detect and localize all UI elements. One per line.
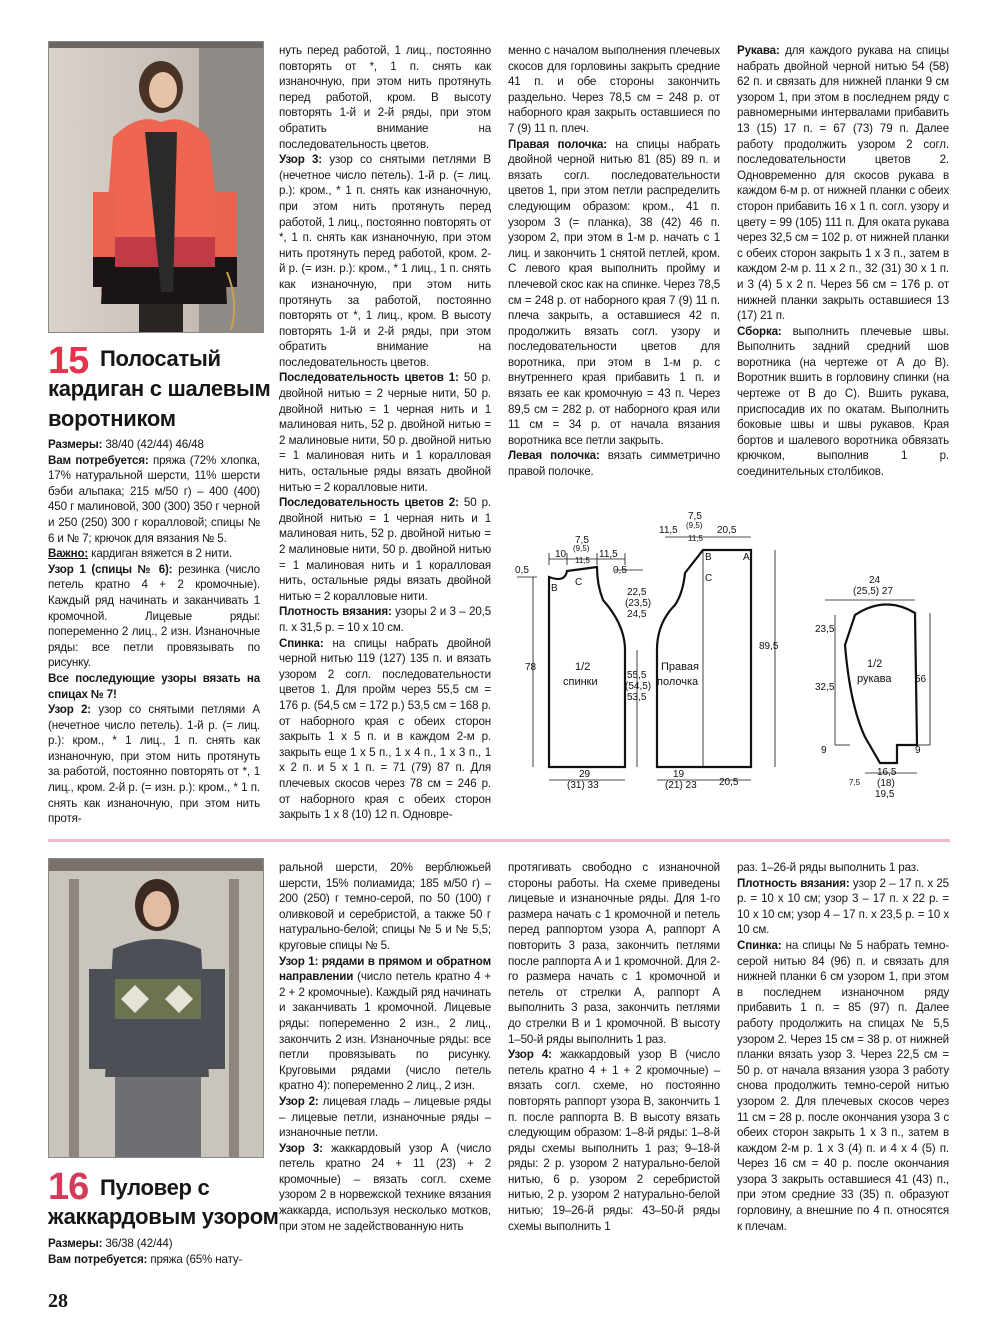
label: Узор 1: рядами в прямом и обратном направлении: [279, 954, 491, 984]
paragraph: [279, 370, 491, 495]
pattern-number-15: 15: [48, 340, 89, 382]
paragraph: [279, 954, 491, 1094]
piece-label: рукава: [857, 673, 892, 685]
text: нуть перед работой, 1 лиц., постоянно повторять от *, 1 п. снять как изнаночную, при этом нить протянуть перед работой, кром. В высоту повторять 1-й и 2-й ряды, при этом обратить внимание на последовательность цветов.: [279, 44, 491, 151]
text: менно с началом выполнения плечевых скосов для горловины закрыть средние 41 п. и обе стороны закончить раздельно. Через 78,5 см = 248 р. от наборного края закрыть оставшиеся по 7 (9) 11 п. плеч.: [508, 44, 720, 135]
paragraph: [48, 1252, 260, 1268]
label: Правая полочка:: [508, 137, 608, 151]
text: на спицы набрать двойной черной нитью 119 (127) 135 п. и вязать узором 2 согл. последовательности цветов 1. Для пройм через 55,5 см = 176 р. (54,5 см = 172 р.) 53,5 см = 168 р. от наборного края с обеих сторон закрыть 1 х 5 п. и в каждом 2-м р. закрыть еще 1 х 5 п., 1 х 4 п., 1 х 3 п., 1 х 2 п. и 5 х 1 п. = 71 (79) 87 п. Для плечевых скосов через 78 см = 246 р. от наборного края с обеих сторон закрыть 1 х 8 (10) 12 п. Одновре-: [279, 636, 491, 822]
text: 36/38 (42/44): [102, 1237, 173, 1250]
paragraph: [48, 702, 260, 827]
label: Последовательность цветов 2:: [279, 496, 459, 510]
cardigan-photo-illustration: [49, 42, 263, 332]
text-column-15-c: [508, 43, 720, 480]
text: пряжа (65% нату-: [147, 1252, 243, 1266]
label: Узор 3:: [279, 1141, 323, 1155]
paragraph: [737, 938, 949, 1234]
paragraph: [737, 876, 949, 938]
text: ральной шерсти, 20% верблюжьей шерсти, 15% полиамида; 185 м/50 г) – 200 (250) г темно-серой, по 50 (100) г оливковой и серебристой, а также 50 г натурально-белой; спицы № 5 и № 5,5; круговые спицы № 5.: [279, 861, 491, 952]
dim-label: 9: [821, 745, 827, 756]
dim-label: 11,5: [688, 534, 703, 543]
label: Плотность вязания:: [737, 876, 850, 890]
label: Узор 2:: [48, 703, 92, 717]
text-column-15-d: [737, 43, 949, 480]
cardigan-photo: [48, 41, 264, 333]
piece-label: Правая: [661, 661, 699, 673]
label: Плотность вязания:: [279, 605, 392, 619]
dim-label: 89,5: [759, 641, 779, 652]
dim-label: 24,5: [627, 609, 647, 620]
dim-label: (54,5): [625, 681, 652, 692]
paragraph: [279, 43, 491, 152]
text-column-16-b: [279, 860, 491, 1234]
label: Узор 2:: [279, 1094, 319, 1108]
dim-label: (21) 23: [665, 780, 697, 791]
label: Узор 3:: [279, 153, 323, 167]
paragraph: [279, 1094, 491, 1141]
dim-label: (25,5) 27: [853, 586, 894, 597]
pattern-title-15-line2: кардиган с шалевым: [48, 376, 271, 401]
pattern-number-16: 16: [48, 1166, 89, 1208]
text: узор со снятыми петлями В (нечетное число петель). 1-й р. (= лиц. р.): кром., * 1 п. снять как изнаночную, при этом нить протянуть перед работой, 1 лиц., постоянно повторять от *, 1 п. снять как изнаночную, при этом нить протянуть перед работой, кром. 2-й р. (= изн. р.): кром., * 1 лиц., 1 п. снять как изнаночную, при этом нить протянуть за работой, постоянно повторять от *, 1 лиц., кром. В высоту повторять 1-й и 2-й ряды, при этом обратить внимание на последовательность цветов.: [279, 153, 491, 369]
dim-label: 20,5: [719, 777, 739, 788]
text: узор со снятыми петлями А (нечетное число петель). 1-й р. (= лиц. р.): кром., * 1 лиц., 1 п. снять как изнаночную, при этом нить протянуть за работой, постоянно повторять от *, 1 лиц., кром. 2-й р. (= изн. р.): кром., * 1 п. снять как изнаночную, при этом нить протя-: [48, 703, 260, 826]
label: Узор 4:: [508, 1048, 552, 1062]
paragraph: [508, 1047, 720, 1234]
pattern-title-16-line2: жаккардовым узором: [48, 1204, 279, 1229]
label: Сборка:: [737, 324, 782, 338]
dim-label: 32,5: [815, 682, 835, 693]
paragraph: [48, 562, 260, 671]
dim-label: 11,5: [599, 549, 618, 560]
dim-label: (31) 33: [567, 780, 599, 791]
paragraph: [737, 860, 949, 876]
point-label: B: [705, 552, 712, 563]
piece-label: 1/2: [575, 661, 591, 673]
text: вязать симметрично правой полочке.: [508, 449, 720, 479]
paragraph: [508, 43, 720, 137]
dim-label: 78: [525, 662, 537, 673]
dim-label: 22,5: [627, 587, 647, 598]
dim-label: 56: [915, 674, 927, 685]
dim-label: 53,5: [627, 692, 647, 703]
text: жаккардовый узор А (число петель кратно 24 + 11 (23) + 2 кромочные) – вязать согл. схеме узором 2 в норвежской технике вязания жаккарда, используя несколько мотков, при этом не задействованную нить: [279, 1141, 491, 1233]
paragraph: [279, 1141, 491, 1235]
text: резинка (число петель кратно 4 + 2 кромочные). Каждый ряд начинать и заканчивать 1 кромочной. Лицевые ряды: попеременно 2 лиц., 2 изн. Изнаночные ряды: все петли провязывать по рисунку.: [48, 562, 260, 670]
text: кардиган вяжется в 2 нити.: [88, 547, 233, 561]
text: узор 2 – 17 п. х 25 р. = 10 х 10 см; узор 3 – 17 п. х 22 р. = 10 х 10 см; узор 4 – 17 п. х 23,5 р. = 10 х 10 см.: [737, 876, 949, 937]
label: Вам потребуется:: [48, 453, 149, 467]
label: Все последующие узоры вязать на спицах № 7!: [48, 671, 260, 701]
paragraph: [279, 495, 491, 604]
text: на спицы набрать двойной черной нитью 81 (85) 89 п. и вязать согл. последовательности цветов 1, при этом петли распределить следующим образом: кром., 41 п. узором 3 (= планка), 38 (42) 46 п. узором 2, при этом в 1-м р. начать с 1 лиц. и закончить 1 снятой петлей, кром. С левого края выполнить пройму и плечевой скос как на спинке. Через 78,5 см = 248 р. от наборного края 7 (9) 11 п. плеча закрыть, а оставшиеся 42 п. продолжить вязать согл. узору и последовательности цветов для воротника, при этом в 1-м р. с внутреннего края прибавить 1 п. и вязать ее как кромочную = 43 п. Через 89,5 см = 282 р. от наборного края или 11 см = 34 р. от начала вязания воротника все петли закрыть.: [508, 137, 720, 447]
piece-label: спинки: [563, 676, 598, 688]
text-column-16-d: [737, 860, 949, 1234]
label: Спинка:: [279, 636, 324, 650]
label: Размеры:: [48, 438, 103, 451]
paragraph: [737, 324, 949, 480]
paragraph: [279, 152, 491, 370]
dim-label: 11,5: [575, 556, 590, 565]
point-label: C: [705, 573, 713, 584]
dim-label: 10: [555, 549, 567, 560]
paragraph: [737, 43, 949, 324]
dim-label: 23,5: [815, 624, 835, 635]
dim-label: 7,5: [688, 511, 702, 522]
dim-label: (9,5): [686, 521, 703, 530]
text: пряжа (72% хлопка, 17% натуральной шерсти, 11% шерсти бэби альпака; 215 м/50 г) – 400 (400) 450 г малиновой, 300 (300) 350 г черной и 250 (250) 300 г коралловой; спицы № 6 и № 7; крючок для вязания № 5.: [48, 453, 260, 545]
text: на спицы № 5 набрать темно-серой нитью 84 (96) п. и связать для нижней планки 6 см узором 1, при этом в последнем изнаночном ряду прибавить 1 п. = 85 (97) п. Далее работу продолжить на спицах № 5,5 узором 2. Через 15 см = 38 р. от нижней планки вязать узор 3. Через 22,5 см = 50 р. от начала вязания узора 3 работу снова продолжить темно-серой нитью узором 2. Для плечевых скосов через 11 см = 28 р. после окончания узора 3 с обеих сторон закрыть 1 х 3 п., затем в каждом 2-м р. 1 х 3 (4) п. и 4 х 4 (5) п. Через 16 см = 40 р. после окончания узора 3 закрыть оставшиеся 41 (43) п., при этом средние 33 (35) п. образуют горловину, а внешние по 4 п. относятся к плечам.: [737, 938, 949, 1233]
dim-label: 0,5: [613, 565, 627, 576]
paragraph: [279, 604, 491, 635]
section-divider: [48, 839, 950, 842]
pattern-title-15-line3: воротником: [48, 406, 176, 431]
text-column-15-a: [48, 437, 260, 827]
pullover-photo-illustration: [49, 859, 263, 1157]
pattern-schematic: [505, 505, 955, 805]
text: узоры 2 и 3 – 20,5 п. х 31,5 р. = 10 х 10 см.: [279, 605, 491, 634]
dim-label: 0,5: [515, 565, 529, 576]
text-column-16-a: [48, 1236, 260, 1267]
dim-label: 9: [915, 745, 921, 756]
label: Важно:: [48, 547, 89, 561]
dim-label: 19,5: [875, 789, 895, 800]
dim-label: 11,5: [659, 525, 678, 536]
pattern-title-16-line1: Пуловер с: [100, 1175, 210, 1200]
paragraph: [48, 437, 260, 453]
paragraph: [48, 1236, 260, 1252]
dim-label: (23,5): [625, 598, 652, 609]
paragraph: [508, 137, 720, 449]
paragraph: [48, 453, 260, 547]
text-column-16-c: [508, 860, 720, 1234]
text-column-15-b: [279, 43, 491, 823]
paragraph: [279, 636, 491, 823]
label: Вам потребуется:: [48, 1252, 148, 1266]
label: Узор 1 (спицы № 6):: [48, 562, 173, 576]
dim-label: 19: [673, 769, 685, 780]
label: Левая полочка:: [508, 449, 600, 463]
label: Спинка:: [737, 938, 782, 952]
text: раз. 1–26-й ряды выполнить 1 раз.: [737, 861, 919, 874]
dim-label: 7,5: [849, 778, 861, 787]
dim-label: (18): [877, 778, 895, 789]
text: (число петель кратно 4 + 2 + 2 кромочные). Каждый ряд начинать и заканчивать 1 кромочной. Лицевые ряды: попеременно 2 изн., 2 лиц., закончить 2 изн. Изнаночные ряды: все петли провязывать по рисунку. Круговыми рядами (число петель кратно 4): попеременно 2 лиц., 2 изн.: [279, 970, 491, 1093]
text: для каждого рукава на спицы набрать двойной черной нитью 54 (58) 62 п. и связать для нижней планки 9 см узором 1, при этом в последнем ряду с равномерными интервалами прибавить 13 (15) 17 п. = 67 (73) 79 п. Далее работу продолжить узором 2 согл. последовательности цветов 2. Одновременно для скосов рукава в каждом 6-м р. от нижней планки с обеих сторон прибавить 16 х 1 п. согл. узору и цвету = 99 (105) 111 п. Для оката рукава через 32,5 см = 102 р. от нижней планки с обеих сторон закрыть 1 х 3 п., затем в каждом 2-м р. 11 х 2 п., 32 (31) 30 х 1 п. и 3 (4) 5 х 2 п. Через 56 см = 176 р. от нижней планки закрыть оставшиеся 13 (17) 21 п.: [737, 44, 949, 323]
label: Размеры:: [48, 1237, 103, 1250]
front-outline: [657, 550, 751, 767]
text: 50 р. двойной нитью = 2 черные нити, 50 р. двойной нитью = 1 черная нить и 1 малиновая нить, 52 р. двойной нитью = 2 малиновые нити, 50 р. двойной нитью = 1 малиновая нить и 1 коралловая нить, остальные ряды вязать двойной нитью = 2 коралловые нити.: [279, 371, 492, 494]
dim-label: (9,5): [573, 544, 590, 553]
dim-label: 7,5: [575, 535, 589, 546]
label: Рукава:: [737, 44, 780, 57]
point-label: A: [743, 552, 750, 563]
piece-label: полочка: [657, 676, 699, 688]
paragraph: [48, 671, 260, 702]
paragraph: [48, 546, 260, 562]
point-label: C: [575, 577, 583, 588]
text: протягивать свободно с изнаночной стороны работы. На схеме приведены лицевые и изнаночные ряды. Для 1-го размера начать с 1 кромочной и петель перед раппортом узора А, раппорт А повторить 3 раза, закончить петлями после раппорта А и 1 кромочной. Для 2-го размера начать с 1 кромочной и петель от стрелки А, раппорт А выполнить 3 раза, закончить петлями до стрелки В и 1 кромочной. В высоту 1–50-й ряды выполнить 1 раз.: [508, 861, 720, 1046]
text: лицевая гладь – лицевые ряды – лицевые петли, изнаночные ряды – изнаночные петли.: [279, 1094, 491, 1140]
dim-label: 29: [579, 769, 591, 780]
pattern-title-15-line1: Полосатый: [100, 346, 221, 371]
dim-label: 24: [869, 575, 881, 586]
pullover-photo: [48, 858, 264, 1158]
paragraph: [508, 448, 720, 479]
piece-label: 1/2: [867, 658, 883, 670]
text: жаккардовый узор В (число петель кратно 4 + 1 + 2 кромочные) – вязать согл. схеме, но постоянно повторять раппорт узора В, закончить 1 п. после раппорта В. В высоту вязать следующим образом: 1–8-й ряды: 1–8-й ряды схемы выполнить 1 раз; 9–18-й ряды: 2 р. узором 2 натурально-белой нитью, 6 р. узором 2 серебристой нитью, 2 р. узором 2 натурально-белой нитью; 19–26-й ряды: 43–50-й ряды схемы выполнить 1: [508, 1048, 720, 1233]
text: выполнить плечевые швы. Выполнить задний средний шов воротника (на чертеже от А до В). Воротник вшить в горловину спинки (на чертеже от В до С). Вшить рукава, приспосадив их по окатам. Выполнить боковые швы и швы рукавов. Края бортов и шалевого воротника обвязать крючком, выполнив 1 р. соединительных столбиков.: [737, 324, 949, 479]
paragraph: [508, 860, 720, 1047]
dim-label: 20,5: [717, 525, 737, 536]
page-number: 28: [48, 1290, 68, 1312]
label: Последовательность цветов 1:: [279, 371, 459, 385]
text: 38/40 (42/44) 46/48: [102, 438, 204, 451]
dim-label: 16,5: [877, 767, 897, 778]
paragraph: [279, 860, 491, 954]
point-label: B: [551, 583, 558, 594]
dim-label: 55,5: [627, 670, 647, 681]
text: 50 р. двойной нитью = 1 черная нить и 1 малиновая нить, 52 р. двойной нитью = 2 малиновые нити, 50 р. двойной нитью = 1 малиновая нить и 1 коралловая нить, остальные ряды вязать двойной нитью = 2 коралловые нити.: [279, 496, 492, 603]
